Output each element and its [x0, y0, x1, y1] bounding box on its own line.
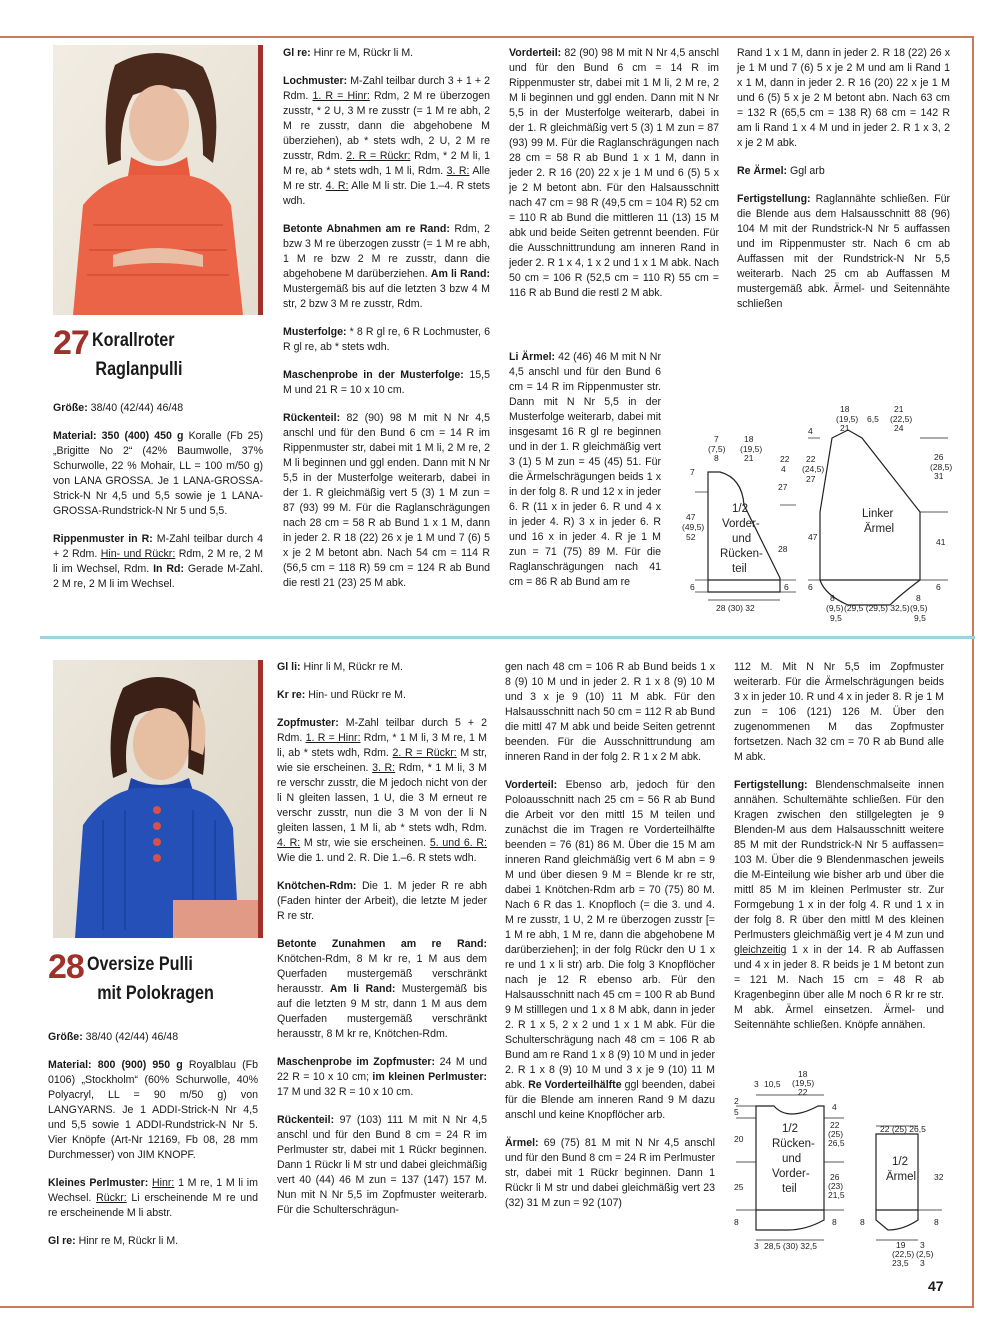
svg-text:(22,5): (22,5): [890, 414, 913, 424]
svg-text:52: 52: [686, 532, 696, 542]
pattern-27-number: 27: [53, 324, 89, 362]
svg-text:(19,5): (19,5): [836, 414, 859, 424]
p27-groesse: Größe: 38/40 (42/44) 46/48: [53, 402, 184, 414]
p28-groesse: Größe: 38/40 (42/44) 46/48: [48, 1031, 179, 1043]
svg-text:3: 3: [754, 1079, 759, 1089]
p28-maschenprobe: Maschenprobe im Zopfmuster: 24 M und 22 R = 10 x 10 cm; im kleinen Perlmuster: 17 M und 32 R = 10 x 10 cm.: [277, 1056, 487, 1098]
p27-maschenprobe: Maschenprobe in der Musterfolge: 15,5 M und 21 R = 10 x 10 cm.: [283, 369, 490, 396]
svg-text:(29,5 (29,5) 32,5): (29,5 (29,5) 32,5): [844, 603, 910, 613]
p28-krre: Kr re: Hin- und Rückr re M.: [277, 689, 406, 701]
svg-text:4: 4: [781, 464, 786, 474]
p28-zopfmuster: Zopfmuster: M-Zahl teilbar durch 5 + 2 Rdm. 1. R = Hinr: Rdm, * 1 M li, 3 M re, 1 M li, ab * stets wdh, Rdm. 2. R = Rückr: M str, wie sie erscheinen. 3. R: Rdm, * 1 M li, 3 M re verschr zusstr, die M jedoch nicht von der li N gleiten lassen, 1 U, die 3 M erneut re verschr zusstr, nun die 3 M von der li N gleiten lassen, 1 M li, ab * stets wdh, Rdm. 4. R: M str, wie sie erscheinen. 5. und 6. R: Wie die 1. und 2. R. Die 1.–6. R stets wdh.: [277, 717, 488, 864]
pattern-28-col3: [505, 660, 715, 1211]
svg-text:(19,5): (19,5): [792, 1078, 815, 1088]
svg-text:4: 4: [808, 426, 813, 436]
page-number: 47: [928, 1278, 944, 1294]
svg-text:22: 22: [798, 1087, 808, 1097]
svg-text:(24,5): (24,5): [802, 464, 825, 474]
svg-text:Rücken-: Rücken-: [720, 548, 763, 560]
pattern-28-title: [48, 950, 236, 1008]
svg-text:22 (25) 26,5: 22 (25) 26,5: [880, 1124, 926, 1134]
svg-text:8: 8: [934, 1217, 939, 1227]
svg-text:(7,5): (7,5): [708, 444, 726, 454]
section-separator: [40, 636, 975, 639]
p27-re-aermel: Re Ärmel: Ggl arb: [737, 165, 825, 177]
svg-text:(22,5): (22,5): [892, 1249, 915, 1259]
svg-text:10,5: 10,5: [764, 1079, 781, 1089]
p28-glre: Gl re: Hinr re M, Rückr li M.: [48, 1235, 179, 1247]
svg-text:Vorder-: Vorder-: [722, 518, 760, 530]
svg-text:6: 6: [690, 582, 695, 592]
svg-text:47: 47: [808, 532, 818, 542]
svg-text:18: 18: [840, 404, 850, 414]
svg-text:(9,5): (9,5): [910, 603, 928, 613]
svg-text:22: 22: [830, 1120, 840, 1130]
pattern-27-col3: [509, 46, 719, 301]
pattern-27-col1: [53, 401, 263, 592]
p27-diagram-dims: [682, 404, 952, 623]
pattern-27-col4: [737, 46, 950, 312]
pattern-27-name-line2: Raglanpulli: [95, 359, 183, 380]
svg-text:und: und: [782, 1153, 802, 1165]
svg-text:6: 6: [936, 582, 941, 592]
pattern-28-col4: [734, 660, 944, 1033]
p27-fertigstellung: Fertigstellung: Raglannähte schließen. Für die Blende aus dem Halsausschnitt 88 (96) 104 M mit der Rundstrick-N Nr 5 auffassen und im Rippenmuster str. Nach 6 cm ab Auffassen mit der Rundstrick-N Nr 5,5 weiterarb. Nach 25 cm ab Auffassen M mustergemäß abk. Ärmel- und Seitennähte schließen: [737, 193, 950, 310]
svg-text:8: 8: [916, 593, 921, 603]
p27-glre: Gl re: Hinr re M, Rückr li M.: [283, 47, 414, 59]
svg-text:41: 41: [936, 537, 946, 547]
svg-text:28,5 (30) 32,5: 28,5 (30) 32,5: [764, 1241, 817, 1251]
p27-material: Material: 350 (400) 450 g Koralle (Fb 25) „Brigitte No 2“ (42% Baumwolle, 37% Schurwolle, 22 % Mohair, LL = 100 m/50 g) von LANA GROSSA. Je 1 LANA-GROSSA-Strick-N Nr 4,5 und 5,5 sowie je 1 LANA-GROSSA-Rundstrick-N Nr 5 und 5,5.: [53, 430, 263, 517]
svg-text:32: 32: [934, 1172, 944, 1182]
pattern-28-col1: [48, 1030, 258, 1249]
svg-text:und: und: [732, 533, 752, 545]
p28-knoetchen: Knötchen-Rdm: Die 1. M jeder R re abh (Faden hinter der Arbeit), die letzte M jeder R re str.: [277, 880, 487, 922]
svg-text:Rücken-: Rücken-: [772, 1138, 815, 1150]
svg-text:26: 26: [830, 1172, 840, 1182]
p27-vorderteil: Vorderteil: 82 (90) 98 M mit N Nr 4,5 anschl und für den Bund 6 cm = 14 R im Rippenmuster str, dabei mit 1 M li, 2 M re, 2 M li beginnen und ggl enden. Dann mit N Nr 5,5 in der Musterfolge weiterarb, dabei in der 1. R gleichmäßig vert 5 (3) 1 M zun = 87 (93) 99 M. Für die Raglanschrägungen nach 28 cm = 58 R ab Bund 1 x 1 M, dann in jeder 2. R 16 (20) 22 x je 1 M und 6 (5) 5 x je 2 M betont abn. Für den Halsausschnitt nach 47 cm = 98 R (49,5 cm = 104 R) 52 cm = 110 R ab Bund die mittleren 11 (13) 15 M abk und beide Seiten getrennt beenden. Für die Ausschnittrundung am inneren Rand in jeder 2. R 1 x 4, 1 x 2 und 1 x 1 M abk. Nach 50 cm = 106 R (52,5 cm = 110 R) 55 cm = 116 R ab Bund die restl 2 M abk.: [509, 47, 719, 299]
svg-text:8: 8: [714, 453, 719, 463]
p27-rueckenteil: Rückenteil: 82 (90) 98 M mit N Nr 4,5 anschl und für den Bund 6 cm = 14 R im Rippenmuster str, dabei mit 1 M li, 2 M re, 2 M li beginnen und ggl enden. Dann mit N Nr 5,5 in der Musterfolge weiterarb, dabei in der 1. R gleichmäßig vert 5 (3) 1 M zun = 87 (93) 99 M. Für die Raglanschrägungen nach 28 cm = 58 R ab Bund 1 x 1 M, dann in jeder 2. R 18 (22) 26 x je 1 M und 7 (6) 5 x je 2 M betont abn. Nach 54 cm = 114 R (56,5 cm = 118 R) 59 cm = 124 R ab Bund die restl 21 (23) 25 M abk.: [283, 412, 490, 589]
svg-text:24: 24: [894, 423, 904, 433]
pattern-27-col2: [283, 46, 490, 591]
pattern-27-li-aermel: Li Ärmel: 42 (46) 46 M mit N Nr 4,5 anschl und für den Bund 6 cm = 14 R im Rippenmuster str. Dann mit N Nr 5,5 in der Musterfolge weiterarb, dabei mit insgesamt 16 R gl re beginnen und in der 1. R gleichmäßig vert 3 (1) 5 M zun = 45 (45) 51. Für die Ärmelschrägungen beids 1 x in der folg 8. R und 12 x in jeder 6. R (11 x in jeder 6. R und 4 x in jeder 4. R) 3 x in jeder 6. R und 16 x in jeder 4. R je 1 M zun = 71 (75) 89 M. Für die Raglanschrägungen nach 41 cm = 86 R ab Bund am re: [509, 351, 661, 588]
pattern-27-title: [53, 326, 198, 384]
svg-text:3: 3: [754, 1241, 759, 1251]
svg-text:8: 8: [860, 1217, 865, 1227]
svg-text:6,5: 6,5: [867, 414, 879, 424]
svg-text:teil: teil: [732, 563, 747, 575]
svg-text:Linker: Linker: [862, 508, 894, 520]
svg-text:(9,5): (9,5): [826, 603, 844, 613]
pattern-28-number: 28: [48, 948, 84, 986]
svg-text:27: 27: [806, 474, 816, 484]
pattern-27-name-line1: Korallroter: [91, 330, 175, 351]
svg-text:22: 22: [806, 454, 816, 464]
p27-lochmuster: Lochmuster: M-Zahl teilbar durch 3 + 1 + 2 Rdm. 1. R = Hinr: Rdm, 2 M re überzogen zusstr, * 2 U, 3 M re zusstr (= 1 M re abh, 2 M re zusstr, dann die abgehobene M überziehen), ab * stets wdh, 2 U, 2 M re zusstr, Rdm. 2. R = Rückr: Rdm, * 2 M li, 1 M re, ab * stets wdh, 1 M li, Rdm. 3. R: Alle M re str. 4. R: Alle M li str. Die 1.–4. R stets wdh.: [283, 75, 491, 207]
p28-glli: Gl li: Hinr li M, Rückr re M.: [277, 661, 403, 673]
svg-text:6: 6: [784, 582, 789, 592]
svg-text:Ärmel: Ärmel: [864, 523, 895, 535]
svg-text:19: 19: [896, 1240, 906, 1250]
p28-col3-text: gen nach 48 cm = 106 R ab Bund beids 1 x 8 (9) 10 M und in jeder 2. R 1 x 8 (9) 10 M und 3 x je 9 (10) 11 M abk. Für den Halsausschnitt nach 50 cm = 112 R ab Bund die mittl 47 M abk und beide Seiten getrennt beenden. Für die Ausschnittrundung am inneren Rand in der folg 2. R 1 x 2 M abk.: [505, 661, 715, 763]
p28-diagram-dims: [734, 1069, 944, 1268]
p27-musterfolge: Musterfolge: * 8 R gl re, 6 R Lochmuster, 6 R gl re, ab * stets wdh.: [283, 326, 490, 353]
svg-text:(23): (23): [828, 1181, 844, 1191]
svg-text:7: 7: [690, 467, 695, 477]
p28-rueckenteil: Rückenteil: 97 (103) 111 M mit N Nr 4,5 anschl und für den Bund 8 cm = 24 R im Perlmuster str, dabei mit 1 Rückr beginnen. Dann 1 Rückr li M str und dabei gleichmäßig vert 40 (44) 46 M zun = 137 (147) 157 M. Nun mit N Nr 5,5 im Zopfmuster weiterarb. Für die Schulterschrägun-: [277, 1114, 487, 1216]
pattern-27-schematic: [680, 400, 960, 625]
svg-text:28: 28: [778, 544, 788, 554]
svg-text:(49,5): (49,5): [682, 522, 705, 532]
pattern-28-name-line2: mit Polokragen: [97, 983, 214, 1004]
svg-text:18: 18: [744, 434, 754, 444]
svg-text:18: 18: [798, 1069, 808, 1079]
svg-text:1/2: 1/2: [892, 1156, 908, 1168]
svg-text:1/2: 1/2: [782, 1123, 798, 1135]
svg-text:(25): (25): [828, 1129, 844, 1139]
svg-text:23,5: 23,5: [892, 1258, 909, 1268]
svg-text:26,5: 26,5: [828, 1138, 845, 1148]
p28-col4-text: 112 M. Mit N Nr 5,5 im Zopfmuster weiterarb. Für die Ärmelschrägungen beids 3 x in jeder 10. R und 4 x in jeder 8. R je 1 M zun = 106 (121) 126 M. Über den zugenommenen M das Zopfmuster fortsetzen. Nach 32 cm = 70 R ab Bund alle M abk.: [734, 661, 944, 763]
svg-text:21: 21: [894, 404, 904, 414]
p27-col4-text: Rand 1 x 1 M, dann in jeder 2. R 18 (22) 26 x je 1 M und 7 (6) 5 x je 2 M und am li Rand 1 x 1 M, dann in jeder 2. R 16 (20) 22 x je 1 M und 6 (5) 5 x je 2 M betont abn. Nach 63 cm = 132 R (65,5 cm = 138 R) 68 cm = 142 R am li Rand 1 x 4 M und in jeder 2. R 1 x 3, 2 x je 2 M abk.: [737, 47, 950, 149]
p28-material: Material: 800 (900) 950 g Royalblau (Fb 0106) „Stockholm“ (60% Schurwolle, 40% Polyacryl, LL = 90 m/50 g) von LANGYARNS. Je 1 ADDI-Strick-N Nr 4,5 und 5,5 sowie 1 ADDI-Rundstrick-N Nr 5. Vier Knöpfe (Art-Nr 12169, Fb 08, 28 mm Durchmesser) von JIM KNOPF.: [48, 1059, 258, 1161]
p28-vorderteil: Vorderteil: Ebenso arb, jedoch für den Poloausschnitt nach 25 cm = 56 R ab Bund die Arbeit vor den mittl 15 M teilen und zunächst die im Tragen re Vorderteilhälfte beenden = 76 (81) 86 M. Über die 15 M am inneren Rand gleichmäßig vert 6 M abn = 9 M und über diesen 9 M = Blende kr re str, dabei 1 Knötchen-Rdm arb = 70 (75) 80 M. Nach 6 R das 1. Knopfloch (= die 3. und 4. M re zusstr, 1 U, 2 M re überzogen zusstr [= 1 M re abh, 1 M re, dann die abgehobene M darüberziehen]; in der folg Rückr den U 1 x re und 1 x li str) arb. Die folg 3 Knopflöcher nach je 12 R ebenso arb. Für den Halsausschnitt nach 45 cm = 100 R ab Bund 9 M stilllegen und 1 x 8 M abk, dann in jeder 2. R 1 x 5, 2 x 2 und 1 x 1 M abk. Für die Schulterschrägung nach 48 cm = 106 R ab Bund am re Rand 1 x 8 (9) 10 M und in jeder 2. R 1 x 8 (9) 10 M und 3 x je 9 (10) 11 M abk. Re Vorderteilhälfte ggl beenden, dabei für die Blende am inneren Rand 9 M dazu anschl und keine Knopflöcher arb.: [505, 779, 715, 1121]
svg-text:9,5: 9,5: [830, 613, 842, 623]
svg-text:1/2: 1/2: [732, 503, 748, 515]
svg-text:8: 8: [734, 1217, 739, 1227]
photo-28-oversize-polo-sweater: [53, 660, 263, 938]
svg-text:26: 26: [934, 452, 944, 462]
pattern-28-schematic: [728, 1070, 960, 1270]
p27-abnahmen: Betonte Abnahmen am re Rand: Rdm, 2 bzw 3 M re überzogen zusstr (= 1 M re abh, 1 M re bzw 2 M re zusstr, dann die abgehobene M darüberziehen. Am li Rand: Mustergemäß bis auf die letzten 3 bzw 4 M str, 2 bzw 3 M re zusstr, Rdm.: [283, 223, 491, 310]
p28-zunahmen: Betonte Zunahmen am re Rand: Knötchen-Rdm, 8 M kr re, 1 M aus dem Querfaden mustergemäß verschränkt herausstr. Am li Rand: Mustergemäß bis auf die letzten 9 M str, dann 1 M aus dem Querfaden mustergemäß verschränkt herausstr, 8 M kr re, Knötchen-Rdm.: [277, 938, 488, 1040]
svg-text:8: 8: [830, 593, 835, 603]
svg-text:6: 6: [808, 582, 813, 592]
svg-text:28 (30) 32: 28 (30) 32: [716, 603, 755, 613]
svg-text:(28,5): (28,5): [930, 462, 953, 472]
svg-text:21: 21: [744, 453, 754, 463]
svg-text:(19,5): (19,5): [740, 444, 763, 454]
svg-text:Ärmel: Ärmel: [886, 1171, 917, 1183]
svg-text:8: 8: [832, 1217, 837, 1227]
p28-fertigstellung: Fertigstellung: Blendenschmalseite innen annähen. Schultemähte schließen. Für den Kragen zwischen den stillgelegten je 9 Blenden-M aus dem Halsausschnitt weitere 85 M mit der Rundstrick-N Nr 5 auffassen= 103 M. Über die 9 Blendenmaschen jeweils die M-Einteilung wie bisher arb und über die mittl 85 M im kleinen Perlmuster str. Zur Formgebung 1 x in der folg 4. R und 1 x in der folg 8. R über den mittl M des kleinen Perlmusters gleichmäßig vert je 4 M zun und gleichzeitig 1 x in der 14. R ab Auffassen und 4 x in jeder 8. R beids je 1 M betont zun = 121 M. Nach 15 cm = 48 R ab Kragenbeginn über alle M noch 6 R kr re str. M abk. Ärmel einsetzen. Ärmel- und Seitennähte schließen. Knöpfe annähen.: [734, 779, 944, 1031]
photo-27-illustration: [53, 45, 258, 315]
svg-text:7: 7: [714, 434, 719, 444]
svg-text:2: 2: [734, 1096, 739, 1106]
svg-text:9,5: 9,5: [914, 613, 926, 623]
svg-text:27: 27: [778, 482, 788, 492]
svg-text:47: 47: [686, 512, 696, 522]
svg-text:4: 4: [832, 1102, 837, 1112]
svg-text:31: 31: [934, 471, 944, 481]
svg-text:21,5: 21,5: [828, 1190, 845, 1200]
svg-text:teil: teil: [782, 1183, 797, 1195]
p28-perlmuster: Kleines Perlmuster: Hinr: 1 M re, 1 M li im Wechsel. Rückr: Li erscheinende M re und re erscheinende M li abstr.: [48, 1177, 258, 1219]
svg-text:25: 25: [734, 1182, 744, 1192]
svg-text:Vorder-: Vorder-: [772, 1168, 810, 1180]
svg-text:3: 3: [920, 1258, 925, 1268]
p28-aermel: Ärmel: 69 (75) 81 M mit N Nr 4,5 anschl und für den Bund 8 cm = 24 R im Perlmuster str, dabei mit 1 Rückr beginnen. Dann 1 Rückr li M str und dabei gleichmäßig vert 23 (32) 31 M zun = 92 (107): [505, 1137, 715, 1209]
pattern-28-col2: [277, 660, 487, 1218]
svg-text:21: 21: [840, 423, 850, 433]
svg-text:20: 20: [734, 1134, 744, 1144]
svg-text:3: 3: [920, 1240, 925, 1250]
photo-27-coral-raglan-sweater: [53, 45, 263, 315]
svg-text:(2,5): (2,5): [916, 1249, 934, 1259]
photo-28-illustration: [53, 660, 258, 938]
p27-rippenmuster: Rippenmuster in R: M-Zahl teilbar durch 4 + 2 Rdm. Hin- und Rückr: Rdm, 2 M re, 2 M li im Wechsel, Rdm. In Rd: Gerade M-Zahl. 2 M re, 2 M li im Wechsel.: [53, 533, 264, 590]
svg-text:22: 22: [780, 454, 790, 464]
svg-text:5: 5: [734, 1107, 739, 1117]
pattern-28-name-line1: Oversize Pulli: [86, 954, 193, 975]
